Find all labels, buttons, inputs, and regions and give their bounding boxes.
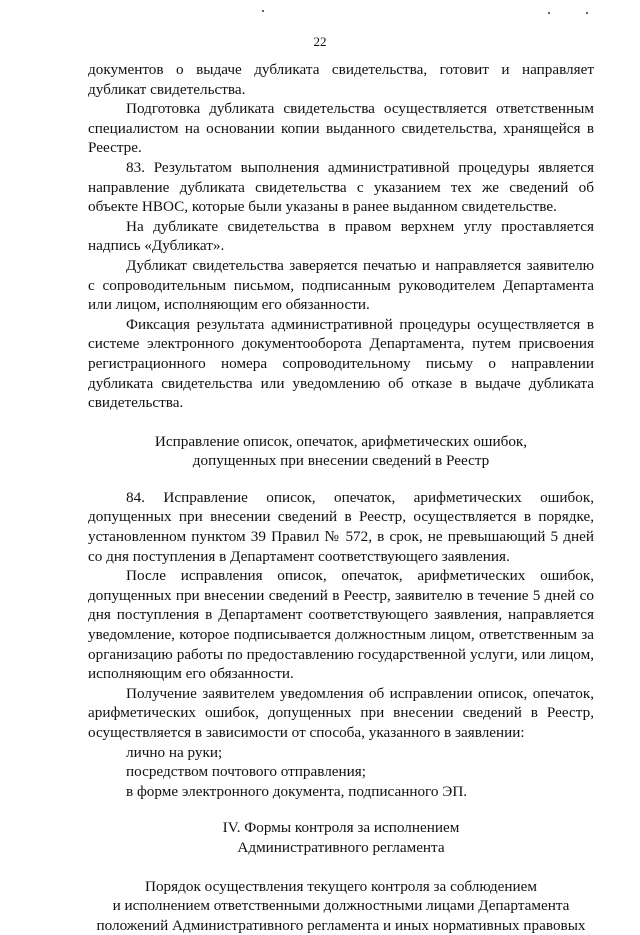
- section-heading-line: допущенных при внесении сведений в Реестр: [192, 452, 490, 470]
- scan-speck: [262, 10, 264, 12]
- list-item: лично на руки;: [126, 743, 223, 761]
- subsection-heading-line: Порядок осуществления текущего контроля за соблюдением: [144, 877, 538, 895]
- list-item: в форме электронного документа, подписанного ЭП.: [126, 782, 468, 800]
- paragraph: Подготовка дубликата свидетельства осуществляется ответственным специалистом на основании копии выданного свидетельства, хранящейся в Реестре.: [88, 100, 594, 157]
- scan-speck: [586, 12, 588, 14]
- paragraph: Получение заявителем уведомления об исправлении описок, опечаток, арифметических ошибок, допущенных при внесении сведений в Реестр, осуществляется в зависимости от способа, указанного в заявлении:: [88, 684, 594, 741]
- page-number: 22: [313, 34, 327, 49]
- paragraph: Дубликат свидетельства заверяется печатью и направляется заявителю с сопроводительным письмом, подписанным руководителем Департамента или лицом, исполняющим его обязанности.: [88, 256, 594, 314]
- paragraph: После исправления описок, опечаток, арифметических ошибок, допущенных при внесении сведений в Реестр, заявителю в течение 5 дней со дня поступления в Департамент соответствующего заявления, направляется уведомление, которое подписывается должностным лицом, ответственным за организацию работы по предоставлению государственной услуги, или лицом, исполняющим его обязанности.: [88, 567, 594, 683]
- chapter-heading-line: IV. Формы контроля за исполнением: [222, 819, 460, 837]
- paragraph: 84. Исправление описок, опечаток, арифметических ошибок, допущенных при внесении сведений в Реестр, осуществляется в порядке, установленном пунктом 39 Правил № 572, в срок, не превышающий 5 дней со дня поступления в Департамент соответствующего заявления.: [88, 488, 594, 565]
- document-body: [88, 60, 594, 935]
- paragraph: На дубликате свидетельства в правом верхнем углу проставляется надпись «Дубликат».: [88, 217, 594, 255]
- subsection-heading-line: положений Административного регламента и иных нормативных правовых: [96, 916, 586, 934]
- scan-speck: [548, 12, 550, 14]
- paragraph: документов о выдаче дубликата свидетельства, готовит и направляет дубликат свидетельства.: [88, 61, 594, 98]
- chapter-heading-line: Административного регламента: [237, 838, 445, 856]
- subsection-heading: [88, 877, 594, 935]
- paragraph: Фиксация результата административной процедуры осуществляется в системе электронного документооборота Департамента, путем присвоения регистрационного номера сопроводительному письму о направлении дубликата свидетельства или уведомлению об отказе в выдаче дубликата свидетельства.: [88, 315, 594, 412]
- paragraph: 83. Результатом выполнения административной процедуры является направление дубликата свидетельства с указанием тех же сведений об объекте НВОС, которые были указаны в ранее выданном свидетельстве.: [88, 158, 594, 216]
- section-heading: [88, 432, 594, 471]
- list-item: посредством почтового отправления;: [126, 763, 367, 781]
- subsection-heading-line: и исполнением ответственными должностными лицами Департамента: [112, 897, 570, 915]
- chapter-heading: [88, 818, 594, 857]
- section-heading-line: Исправление описок, опечаток, арифметических ошибок,: [154, 432, 528, 450]
